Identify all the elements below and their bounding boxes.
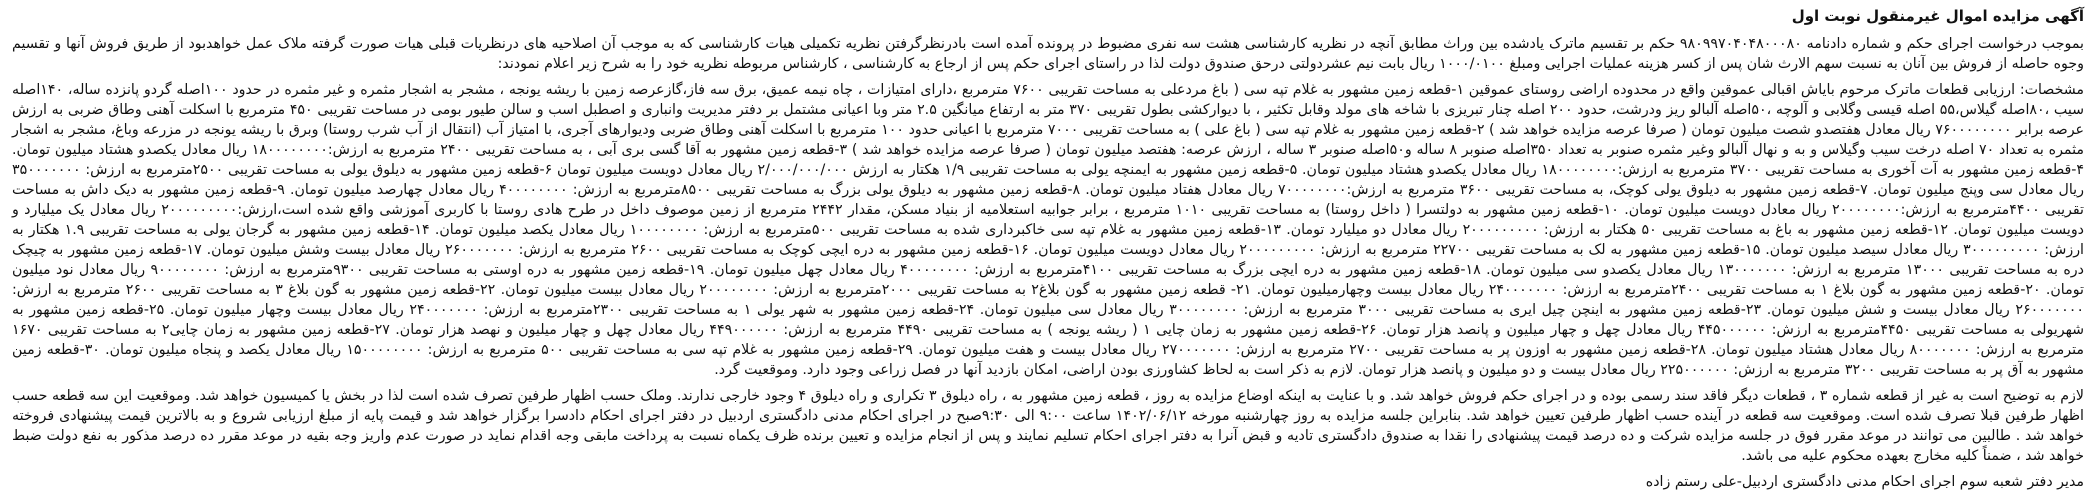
notice-intro: بموجب درخواست اجرای حکم و شماره دادنامه ۹۸۰۹۹۷۰۴۰۴۸۰۰۰۸۰ حکم بر تقسیم ماترک یادشده بین وراث مطابق آنچه در نظریه کارشناسی هشت سه نفری مضبوط در پرونده آمده است بادرنظرگرفتن نظریه تکمیلی هیات کارشناسی که به موجب آن اصلاحیه های درنظریات قبلی هیات صورت گرفته ملاک عمل خواهدبود از طریق فروش آنها و تقسیم وجوه حاصله از فروش بین آنان به نسبت سهم الارث شان پس از کسر هزینه عملیات اجرایی ومبلغ ۱۰۰۰/۰۱۰۰ ریال بابت نیم عشردولتی درحق صندوق دولت لذا در راستای اجرای حکم پس از ارجاع به کارشناسی ، کارشناس مربوطه نظریه خود را به شرح زیر اعلام نمودند:	[12, 36, 2084, 72]
notice-title: آگهی مزایده اموال غیرمنقول نوبت اول	[1791, 7, 2084, 25]
notice-auction-terms: لازم به توضیح است به غیر از قطعه شماره ۳ ، قطعات دیگر فاقد سند رسمی بوده و در اجرای حکم فروش خواهد شد. و با عنایت به اینکه اوضاع مزایده به روز ، قطعه زمین مشهور به ، راه دیلوق ۳ تکراری و راه دیلوق ۴ وجود خارجی ندارند. وملک حسب اظهار طرفین تصرف شده است لذا در بخش یا کمیسیون خواهد شد. وموقعیت این سه قطعه حسب اظهار طرفین قبلا تصرف شده است. وموقعیت سه قطعه در آینده حسب اظهار طرفین تعیین خواهد شد. بنابراین جلسه مزایده به روز چهارشنبه مورخه ۱۴۰۲/۰۶/۱۲ ساعت ۹:۰۰ الی ۹:۳۰صبح در اجرای احکام مدنی دادگستری اردبیل در دفتر اجرای احکام دادسرا برگزار خواهد شد و قیمت پایه از مبلغ ارزیابی شروع و به بالاترین قیمت پیشنهادی فروخته خواهد شد . طالبین می توانند در موعد مقرر فوق در جلسه مزایده شرکت و ده درصد قیمت پیشنهادی را نقدا به صندوق دادگستری تادیه و قبض آنرا به دفتر اجرای احکام تسلیم نمایند و پس از انجام مزایده و تعیین برنده ظرف یکماه نسبت به پرداخت مابقی وجه اقدام نماید در صورت عدم واریز وجه بقیه در موعد مقرر ده درصد مذکور به نفع دولت ضبط خواهد شد ، ضمناً کلیه مخارج بعهده محکوم علیه می باشد.	[12, 388, 2085, 464]
notice-signature: مدیر دفتر شعبه سوم اجرای احکام مدنی دادگستری اردبیل-علی رستم زاده	[1645, 474, 2084, 490]
notice-specifications: مشخصات: ارزیابی قطعات ماترک مرحوم بایاش اقبالی عموقین واقع در محدوده اراضی روستای عموقین ۱-قطعه زمین مشهور به غلام تپه سی ( باغ مردعلی به مساحت تقریبی ۷۶۰۰ مترمربع ،دارای امتیازات ، چاه نیمه عمیق، برق سه فاز،گازعرصه زمین با ریشه یونجه ، مشجر به اشجار مثمره و غیر مثمره در حدود ۱۰۰اصله گردو پانزده ساله، ۱۴۰اصله سیب ،۸۰اصله گیلاس،۵۵ اصله قیسی وگلابی و آلوچه ،۵۰اصله آلبالو ریز ودرشت، حدود ۲۰۰ اصله چنار تبریزی با شاخه های مولد وقابل تکثیر ، با دیوارکشی بطول تقریبی ۳۷۰ متر به ارتفاع میانگین ۲.۵ متر وبا اعیانی مشتمل بر دفتر مدیریت وانباری و اصطبل اسب و سالن طیور بومی در مساحت تقریبی ۴۵۰ مترمربع با اسکلت آهنی وطاق ضربی به ارزش عرصه برابر ۷۶۰۰۰۰۰۰۰۰ ریال معادل هفتصدو شصت میلیون تومان ( صرفا عرصه مزایده خواهد شد ) ۲-قطعه زمین مشهور به غلام تپه سی ( باغ علی ) به مساحت تقریبی ۷۰۰۰ مترمربع با اعیانی حدود ۱۰۰ مترمربع با اسکلت آهنی وطاق ضربی ودیوارهای آجری، با امتیاز آب (انتقال از آب شرب روستا) وبرق با ریشه یونجه در مزرعه وباغ، مشجر به اشجار مثمره به تعداد ۷۰ اصله درخت سیب وگیلاس و به و نهال آلبالو وغیر مثمره صنوبر به تعداد ۳۵۰اصله صنوبر ۸ ساله و۵۰اصله صنوبر ۳ ساله ، ارزش عرصه: هفتصد میلیون تومان ( صرفا عرصه مزایده خواهد شد ) ۳-قطعه زمین مشهور به آقا گسی بری آبی ، به مساحت تقریبی ۲۴۰۰ مترمربع به ارزش:۱۸۰۰۰۰۰۰۰۰ ریال معادل یکصدو هشتاد میلیون تومان. ۴-قطعه زمین مشهور به آت آخوری به مساحت تقریبی ۳۷۰۰ مترمربع به ارزش:۱۸۰۰۰۰۰۰۰۰ ریال معادل یکصدو هشتاد میلیون تومان. ۵-قطعه زمین مشهور به ایمنچه یولی به مساحت تقریبی ۱/۹ هکتار به ارزش ۲/۰۰۰/۰۰۰/۰۰۰ ریال معادل دویست میلیون تومان ۶-قطعه زمین مشهور به دیلوق یولی به مساحت تقریبی ۲۵۰۰مترمربع به ارزش: ۳۵۰۰۰۰۰۰۰ ریال معادل سی وپنج میلیون تومان. ۷-قطعه زمین مشهور به دیلوق یولی کوچک، به مساحت تقریبی ۳۶۰۰ مترمربع به ارزش:۷۰۰۰۰۰۰۰۰ ریال معادل هفتاد میلیون تومان. ۸-قطعه زمین مشهور به دیلوق یولی بزرگ به مساحت تقریبی ۸۵۰۰مترمربع به ارزش: ۴۰۰۰۰۰۰۰۰ ریال معادل چهارصد میلیون تومان. ۹-قطعه زمین مشهور به دیک داش به مساحت تقریبی ۴۴۰۰مترمربع به ارزش:۲۰۰۰۰۰۰۰۰ ریال معادل دویست میلیون تومان. ۱۰-قطعه زمین مشهور به دولتسرا ( داخل روستا) به مساحت تقریبی ۱۰۱۰ مترمربع ، برابر جوابیه استعلامیه از بنیاد مسکن، مقدار ۲۴۴۲ مترمربع از زمین موصوف داخل در طرح هادی روستا با کاربری آموزشی واقع شده است،ارزش:۲۰۰۰۰۰۰۰۰۰ ریال معادل یک میلیارد و دویست میلیون تومان. ۱۲-قطعه زمین مشهور به باغ به مساحت تقریبی ۵۰ هکتار به ارزش: ۲۰۰۰۰۰۰۰۰۰ ریال معادل دو میلیارد تومان. ۱۳-قطعه زمین مشهور به غلام تپه سی خاکبرداری شده به مساحت تقریبی ۵۰۰مترمربع به ارزش: ۱۰۰۰۰۰۰۰۰ ریال معادل یکصد میلیون تومان. ۱۴-قطعه زمین مشهور به گرجان یولی به مساحت تقریبی ۱.۹ هکتار به ارزش: ۳۰۰۰۰۰۰۰۰۰ ریال معادل سیصد میلیون تومان. ۱۵-قطعه زمین مشهور به لک به مساحت تقریبی ۲۲۷۰۰ مترمربع به ارزش: ۲۰۰۰۰۰۰۰۰۰ ریال معادل دویست میلیون تومان. ۱۶-قطعه زمین مشهور به دره ایچی کوچک به مساحت تقریبی ۲۶۰۰ مترمربع به ارزش: ۲۶۰۰۰۰۰۰۰ ریال معادل بیست وشش میلیون تومان. ۱۷-قطعه زمین مشهور به چیچک دره به مساحت تقریبی ۱۳۰۰۰ مترمربع به ارزش: ۱۳۰۰۰۰۰۰۰ ریال معادل یکصدو سی میلیون تومان. ۱۸-قطعه زمین مشهور به دره ایچی بزرگ به مساحت تقریبی ۴۱۰۰مترمربع به ارزش: ۴۰۰۰۰۰۰۰۰ ریال معادل چهل میلیون تومان. ۱۹-قطعه زمین مشهور به دره اوستی به مساحت تقریبی ۹۳۰۰مترمربع به ارزش: ۹۰۰۰۰۰۰۰۰ ریال معادل نود میلیون تومان. ۲۰-قطعه زمین مشهور به گون بلاغ ۱ به مساحت تقریبی ۲۴۰۰مترمربع به ارزش: ۲۴۰۰۰۰۰۰۰ ریال معادل بیست وچهارمیلیون تومان. ۲۱- قطعه زمین مشهور به گون بلاغ۲ به مساحت تقریبی ۲۰۰۰مترمربع به ارزش: ۲۰۰۰۰۰۰۰۰ ریال معادل بیست میلیون تومان. ۲۲-قطعه زمین مشهور به گون بلاغ ۳ به مساحت تقریبی ۲۶۰۰ مترمربع به ارزش: ۲۶۰۰۰۰۰۰۰ ریال معادل بیست و شش میلیون تومان. ۲۳-قطعه زمین مشهور به اینچن چیل ایری به مساحت تقریبی ۳۰۰۰ مترمربع به ارزش: ۳۰۰۰۰۰۰۰۰ ریال معادل سی میلیون تومان. ۲۴-قطعه زمین مشهور به شهر یولی ۱ به مساحت تقریبی ۲۳۰۰مترمربع به ارزش: ۲۴۰۰۰۰۰۰۰ ریال معادل بیست وچهار میلیون تومان. ۲۵-قطعه زمین مشهور به شهریولی به مساحت تقریبی ۴۴۵۰مترمربع به ارزش: ۴۴۵۰۰۰۰۰۰ ریال معادل چهل و چهار میلیون و پانصد هزار تومان. ۲۶-قطعه زمین مشهور به زمان چایی ۱ ( ریشه یونجه ) به مساحت تقریبی ۴۴۹۰ مترمربع به ارزش: ۴۴۹۰۰۰۰۰۰ ریال معادل چهل و چهار میلیون و نهصد هزار تومان. ۲۷-قطعه زمین مشهور به زمان چایی۲ به مساحت تقریبی ۱۶۷۰ مترمربع به ارزش: ۸۰۰۰۰۰۰۰ ریال معادل هشتاد میلیون تومان. ۲۸-قطعه زمین مشهور به اوزون پر به مساحت تقریبی ۲۷۰۰ مترمربع به ارزش: ۲۷۰۰۰۰۰۰۰ ریال معادل بیست و هفت میلیون تومان. ۲۹-قطعه زمین مشهور به غلام تپه سی به مساحت تقریبی ۵۰۰ مترمربع به ارزش: ۱۵۰۰۰۰۰۰۰۰ ریال معادل یکصد و پنجاه میلیون تومان. ۳۰-قطعه زمین مشهور به آق پر به مساحت تقریبی ۳۲۰۰ مترمربع به ارزش: ۲۲۵۰۰۰۰۰۰ ریال معادل بیست و دو میلیون و پانصد هزار تومان. لازم به ذکر است به لحاظ کشاورزی بودن اراضی، امکان بازدید آنها در فصل زراعی وجود دارد. وموقعیت گرد.	[12, 82, 2085, 378]
